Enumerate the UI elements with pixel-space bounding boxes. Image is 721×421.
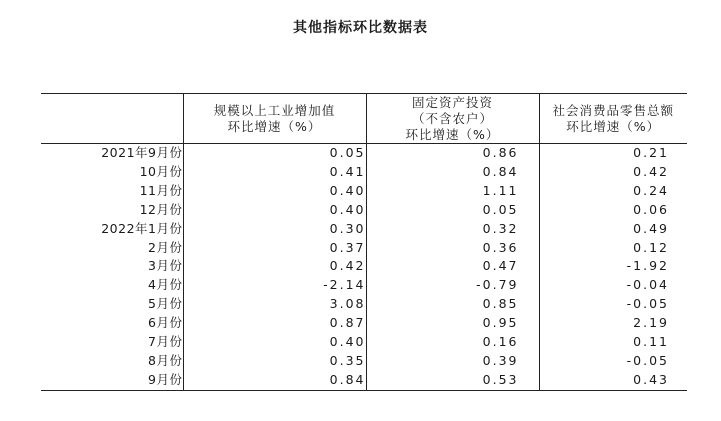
table-row <box>41 352 687 371</box>
header-fixed-asset-investment <box>366 94 539 144</box>
cell-industrial-value-added: 0.41 <box>183 163 366 182</box>
header-line: （不含农户） <box>411 110 493 126</box>
header-retail-sales <box>539 94 687 144</box>
row-period-label: 8月份 <box>148 352 183 368</box>
table-row <box>41 220 687 239</box>
row-period-label: 2021年9月份 <box>101 145 183 160</box>
row-period-label: 2022年1月份 <box>101 220 183 236</box>
header-period <box>41 94 183 144</box>
cell-fixed-asset-investment: 0.32 <box>366 220 539 239</box>
table-row <box>41 295 687 314</box>
table-row <box>41 257 687 276</box>
cell-fixed-asset-investment: 0.16 <box>366 333 539 352</box>
cell-fixed-asset-investment: 0.05 <box>366 201 539 220</box>
row-period-label: 7月份 <box>148 334 183 350</box>
cell-fixed-asset-investment: 0.47 <box>366 257 539 276</box>
cell-retail-sales: 0.24 <box>539 182 687 201</box>
row-period-label: 5月份 <box>148 296 183 312</box>
data-table <box>41 93 687 391</box>
header-industrial-value-added <box>183 94 366 144</box>
cell-fixed-asset-investment: 0.84 <box>366 163 539 182</box>
table-row <box>41 371 687 390</box>
header-line: 固定资产投资 <box>411 94 493 110</box>
cell-industrial-value-added: 0.87 <box>183 314 366 333</box>
table-body <box>41 144 687 391</box>
table-row <box>41 163 687 182</box>
cell-fixed-asset-investment: 0.86 <box>366 144 539 163</box>
cell-retail-sales: 0.42 <box>539 163 687 182</box>
cell-fixed-asset-investment: 1.11 <box>366 182 539 201</box>
header-line: 规模以上工业增加值 <box>213 102 336 118</box>
table-row <box>41 144 687 163</box>
cell-industrial-value-added: 0.40 <box>183 182 366 201</box>
cell-industrial-value-added: 0.30 <box>183 220 366 239</box>
header-row <box>41 94 687 144</box>
header-line: 社会消费品零售总额 <box>552 102 674 118</box>
table-row <box>41 276 687 295</box>
cell-industrial-value-added: 0.05 <box>183 144 366 163</box>
table-header <box>41 94 687 144</box>
cell-retail-sales: 0.12 <box>539 239 687 258</box>
row-period-label: 4月份 <box>148 277 183 293</box>
cell-retail-sales: -0.05 <box>539 352 687 371</box>
cell-retail-sales: -0.05 <box>539 295 687 314</box>
cell-fixed-asset-investment: -0.79 <box>366 276 539 295</box>
header-line: 环比增速（%） <box>566 118 661 134</box>
cell-industrial-value-added: 0.84 <box>183 371 366 390</box>
table-row <box>41 182 687 201</box>
cell-retail-sales: -1.92 <box>539 257 687 276</box>
cell-retail-sales: -0.04 <box>539 276 687 295</box>
cell-retail-sales: 0.06 <box>539 201 687 220</box>
header-line: 环比增速（%） <box>405 126 500 142</box>
table-row <box>41 333 687 352</box>
page-title: 其他指标环比数据表 <box>293 20 428 36</box>
cell-fixed-asset-investment: 0.53 <box>366 371 539 390</box>
cell-fixed-asset-investment: 0.85 <box>366 295 539 314</box>
row-period-label: 10月份 <box>139 163 183 179</box>
row-period-label: 6月份 <box>148 315 183 331</box>
row-period-label: 9月份 <box>41 371 183 390</box>
cell-industrial-value-added: 0.37 <box>183 239 366 258</box>
cell-fixed-asset-investment: 0.39 <box>366 352 539 371</box>
cell-industrial-value-added: 0.35 <box>183 352 366 371</box>
cell-industrial-value-added: 0.40 <box>183 201 366 220</box>
cell-retail-sales: 2.19 <box>539 314 687 333</box>
row-period-label: 12月份 <box>139 201 183 217</box>
table-row <box>41 239 687 258</box>
cell-retail-sales: 0.43 <box>539 371 687 390</box>
row-period-label: 11月份 <box>139 182 183 198</box>
cell-industrial-value-added: -2.14 <box>183 276 366 295</box>
header-line: 环比增速（%） <box>227 118 322 134</box>
cell-fixed-asset-investment: 0.36 <box>366 239 539 258</box>
cell-industrial-value-added: 3.08 <box>183 295 366 314</box>
table-row <box>41 314 687 333</box>
cell-retail-sales: 0.11 <box>539 333 687 352</box>
cell-industrial-value-added: 0.40 <box>183 333 366 352</box>
cell-industrial-value-added: 0.42 <box>183 257 366 276</box>
cell-fixed-asset-investment: 0.95 <box>366 314 539 333</box>
table-row <box>41 201 687 220</box>
row-period-label: 2月份 <box>148 239 183 255</box>
cell-retail-sales: 0.49 <box>539 220 687 239</box>
cell-retail-sales: 0.21 <box>539 144 687 163</box>
row-period-label: 3月份 <box>148 258 183 274</box>
